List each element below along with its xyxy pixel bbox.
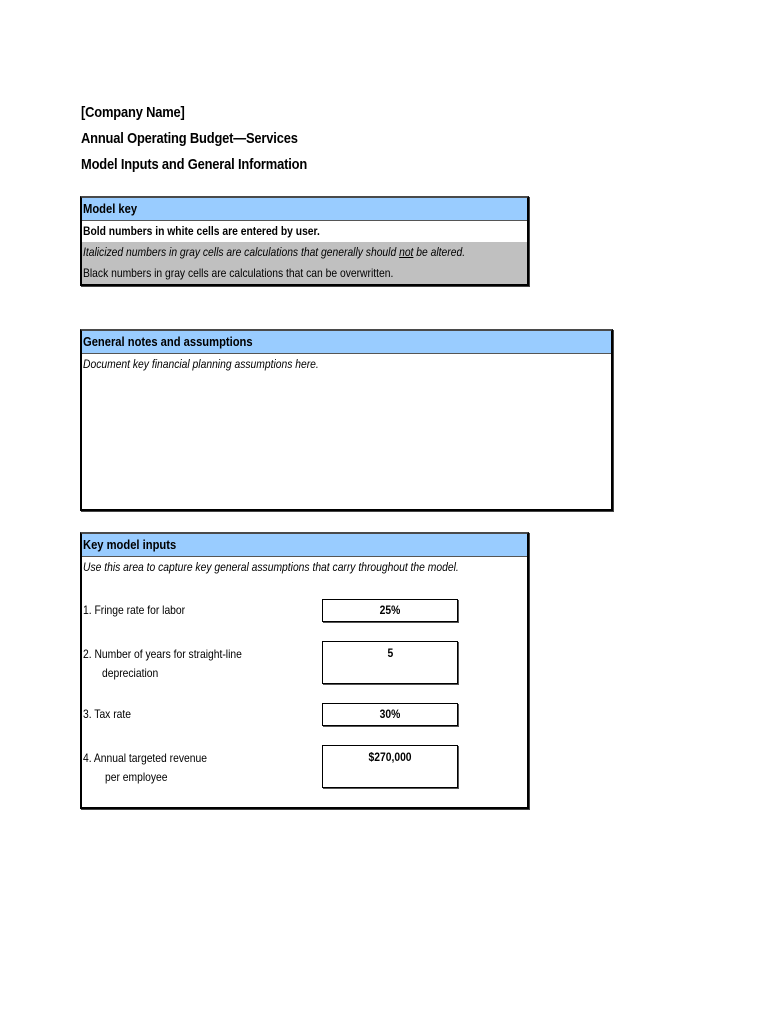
- input-label-revenue-per-employee: 4. Annual targeted revenue per employee: [83, 751, 207, 784]
- general-notes-box: [80, 329, 613, 511]
- general-notes-header: General notes and assumptions: [82, 331, 611, 354]
- input-label-tax-rate: 3. Tax rate: [83, 707, 131, 721]
- model-key-row-italic-calc: Italicized numbers in gray cells are calculations that generally should not be altered.: [82, 242, 527, 263]
- input-depreciation-years[interactable]: 5: [322, 641, 458, 684]
- input-fringe-rate[interactable]: 25%: [322, 599, 458, 622]
- input-label-fringe-rate: 1. Fringe rate for labor: [83, 603, 186, 617]
- model-key-box: [80, 196, 529, 286]
- company-name: [Company Name]: [81, 104, 185, 121]
- budget-title: Annual Operating Budget—Services: [81, 130, 298, 147]
- general-notes-text[interactable]: Document key financial planning assumptions here.: [83, 357, 319, 371]
- key-inputs-note: Use this area to capture key general assumptions that carry throughout the model.: [83, 560, 459, 574]
- title-block: [81, 100, 344, 178]
- page-subtitle: Model Inputs and General Information: [81, 156, 308, 173]
- model-key-header: Model key: [82, 198, 527, 221]
- key-inputs-header: Key model inputs: [82, 534, 527, 557]
- model-key-row-black-calc: Black numbers in gray cells are calculations that can be overwritten.: [82, 263, 527, 284]
- input-tax-rate[interactable]: 30%: [322, 703, 458, 726]
- key-inputs-box: [80, 532, 529, 809]
- input-label-depreciation-years: 2. Number of years for straight-line depreciation: [83, 647, 242, 680]
- input-revenue-per-employee[interactable]: $270,000: [322, 745, 458, 788]
- model-key-row-user-input: Bold numbers in white cells are entered by user.: [83, 224, 320, 238]
